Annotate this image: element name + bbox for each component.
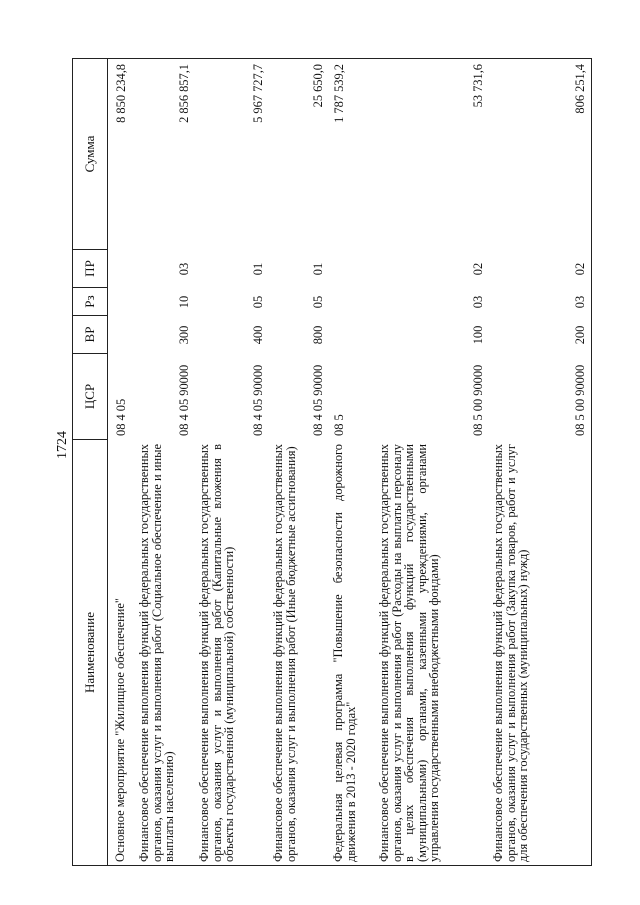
row-vr: 200 (573, 325, 588, 345)
row-name: Финансовое обеспечение выполнения функций федеральных государственных органов, оказания услуг и выполнения работ (Расходы на выплаты персоналу в целях обеспечения выполнения функций государственными (муниципальными) органами, казенными учреждениями, органами управления государственными внебюджетными фондами) (377, 444, 442, 862)
header-rz: Рз (73, 287, 107, 315)
row-vr: 400 (251, 325, 266, 345)
row-csr: 08 5 (332, 414, 346, 436)
table-header (72, 58, 108, 866)
table-row (330, 58, 374, 866)
row-name: Финансовое обеспечение выполнения функций федеральных государственных органов, оказания услуг и выполнения работ (Закупка товаров, работ и услуг для обеспечения государственных (муниципальных) нужд) (491, 444, 531, 862)
row-pr: 01 (251, 262, 266, 276)
row-rz (330, 288, 374, 316)
budget-table (72, 58, 592, 866)
table-row (196, 58, 268, 866)
row-rz: 03 (471, 295, 486, 309)
row-sum: 2 856 857,1 (177, 64, 192, 123)
row-rz: 05 (311, 295, 326, 309)
row-vr: 800 (311, 325, 326, 345)
row-vr (112, 316, 136, 354)
header-sum: Сумма (81, 135, 97, 173)
row-pr: 02 (573, 262, 588, 276)
table-row (490, 58, 590, 866)
row-rz: 05 (251, 295, 266, 309)
table-row (270, 58, 328, 866)
table-border-right (108, 58, 592, 59)
table-border-bottom (591, 58, 592, 866)
row-csr: 08 4 05 (114, 398, 128, 436)
row-csr: 08 4 05 90000 (177, 364, 192, 436)
table-border-left (108, 865, 592, 866)
row-pr: 03 (177, 262, 192, 276)
row-sum: 8 850 234,8 (114, 64, 128, 123)
row-pr (330, 250, 374, 288)
table-row (136, 58, 194, 866)
table-row (112, 58, 136, 866)
table-row (376, 58, 488, 866)
row-pr: 01 (311, 262, 326, 276)
row-csr: 08 5 00 90000 (471, 364, 486, 436)
header-csr: ЦСР (73, 353, 107, 439)
row-vr: 100 (471, 325, 486, 345)
header-vr: ВР (73, 315, 107, 353)
row-sum: 806 251,4 (573, 64, 588, 114)
row-rz: 10 (177, 295, 192, 309)
row-name: Финансовое обеспечение выполнения функций федеральных государственных органов, оказания услуг и выполнения работ (Капитальные вложения в объекты государственной (муниципальной) собственности) (197, 444, 237, 862)
row-sum: 5 967 727,7 (251, 64, 266, 123)
row-sum: 53 731,6 (471, 64, 486, 108)
row-vr: 300 (177, 325, 192, 345)
row-sum: 1 787 539,2 (332, 64, 346, 123)
row-name: Федеральная целевая программа "Повышение безопасности дорожного движения в 2013 - 2020 годах" (331, 444, 358, 862)
header-name: Наименование (73, 439, 107, 865)
header-pr: ПР (73, 249, 107, 287)
row-name: Основное мероприятие "Жилищное обеспечение" (113, 598, 127, 862)
row-csr: 08 5 00 90000 (573, 364, 588, 436)
table-rotation-frame (72, 58, 592, 866)
page-number: 1724 (55, 431, 70, 459)
row-name: Финансовое обеспечение выполнения функций федеральных государственных органов, оказания услуг и выполнения работ (Социальное обеспечение и иные выплаты населению) (137, 444, 177, 862)
row-name: Финансовое обеспечение выполнения функций федеральных государственных органов, оказания услуг и выполнения работ (Иные бюджетные ассигнования) (271, 444, 298, 862)
row-csr: 08 4 05 90000 (311, 364, 326, 436)
row-csr: 08 4 05 90000 (251, 364, 266, 436)
row-vr (330, 316, 374, 354)
row-rz: 03 (573, 295, 588, 309)
row-pr (112, 250, 136, 288)
row-sum: 25 650,0 (311, 64, 326, 108)
row-rz (112, 288, 136, 316)
row-pr: 02 (471, 262, 486, 276)
